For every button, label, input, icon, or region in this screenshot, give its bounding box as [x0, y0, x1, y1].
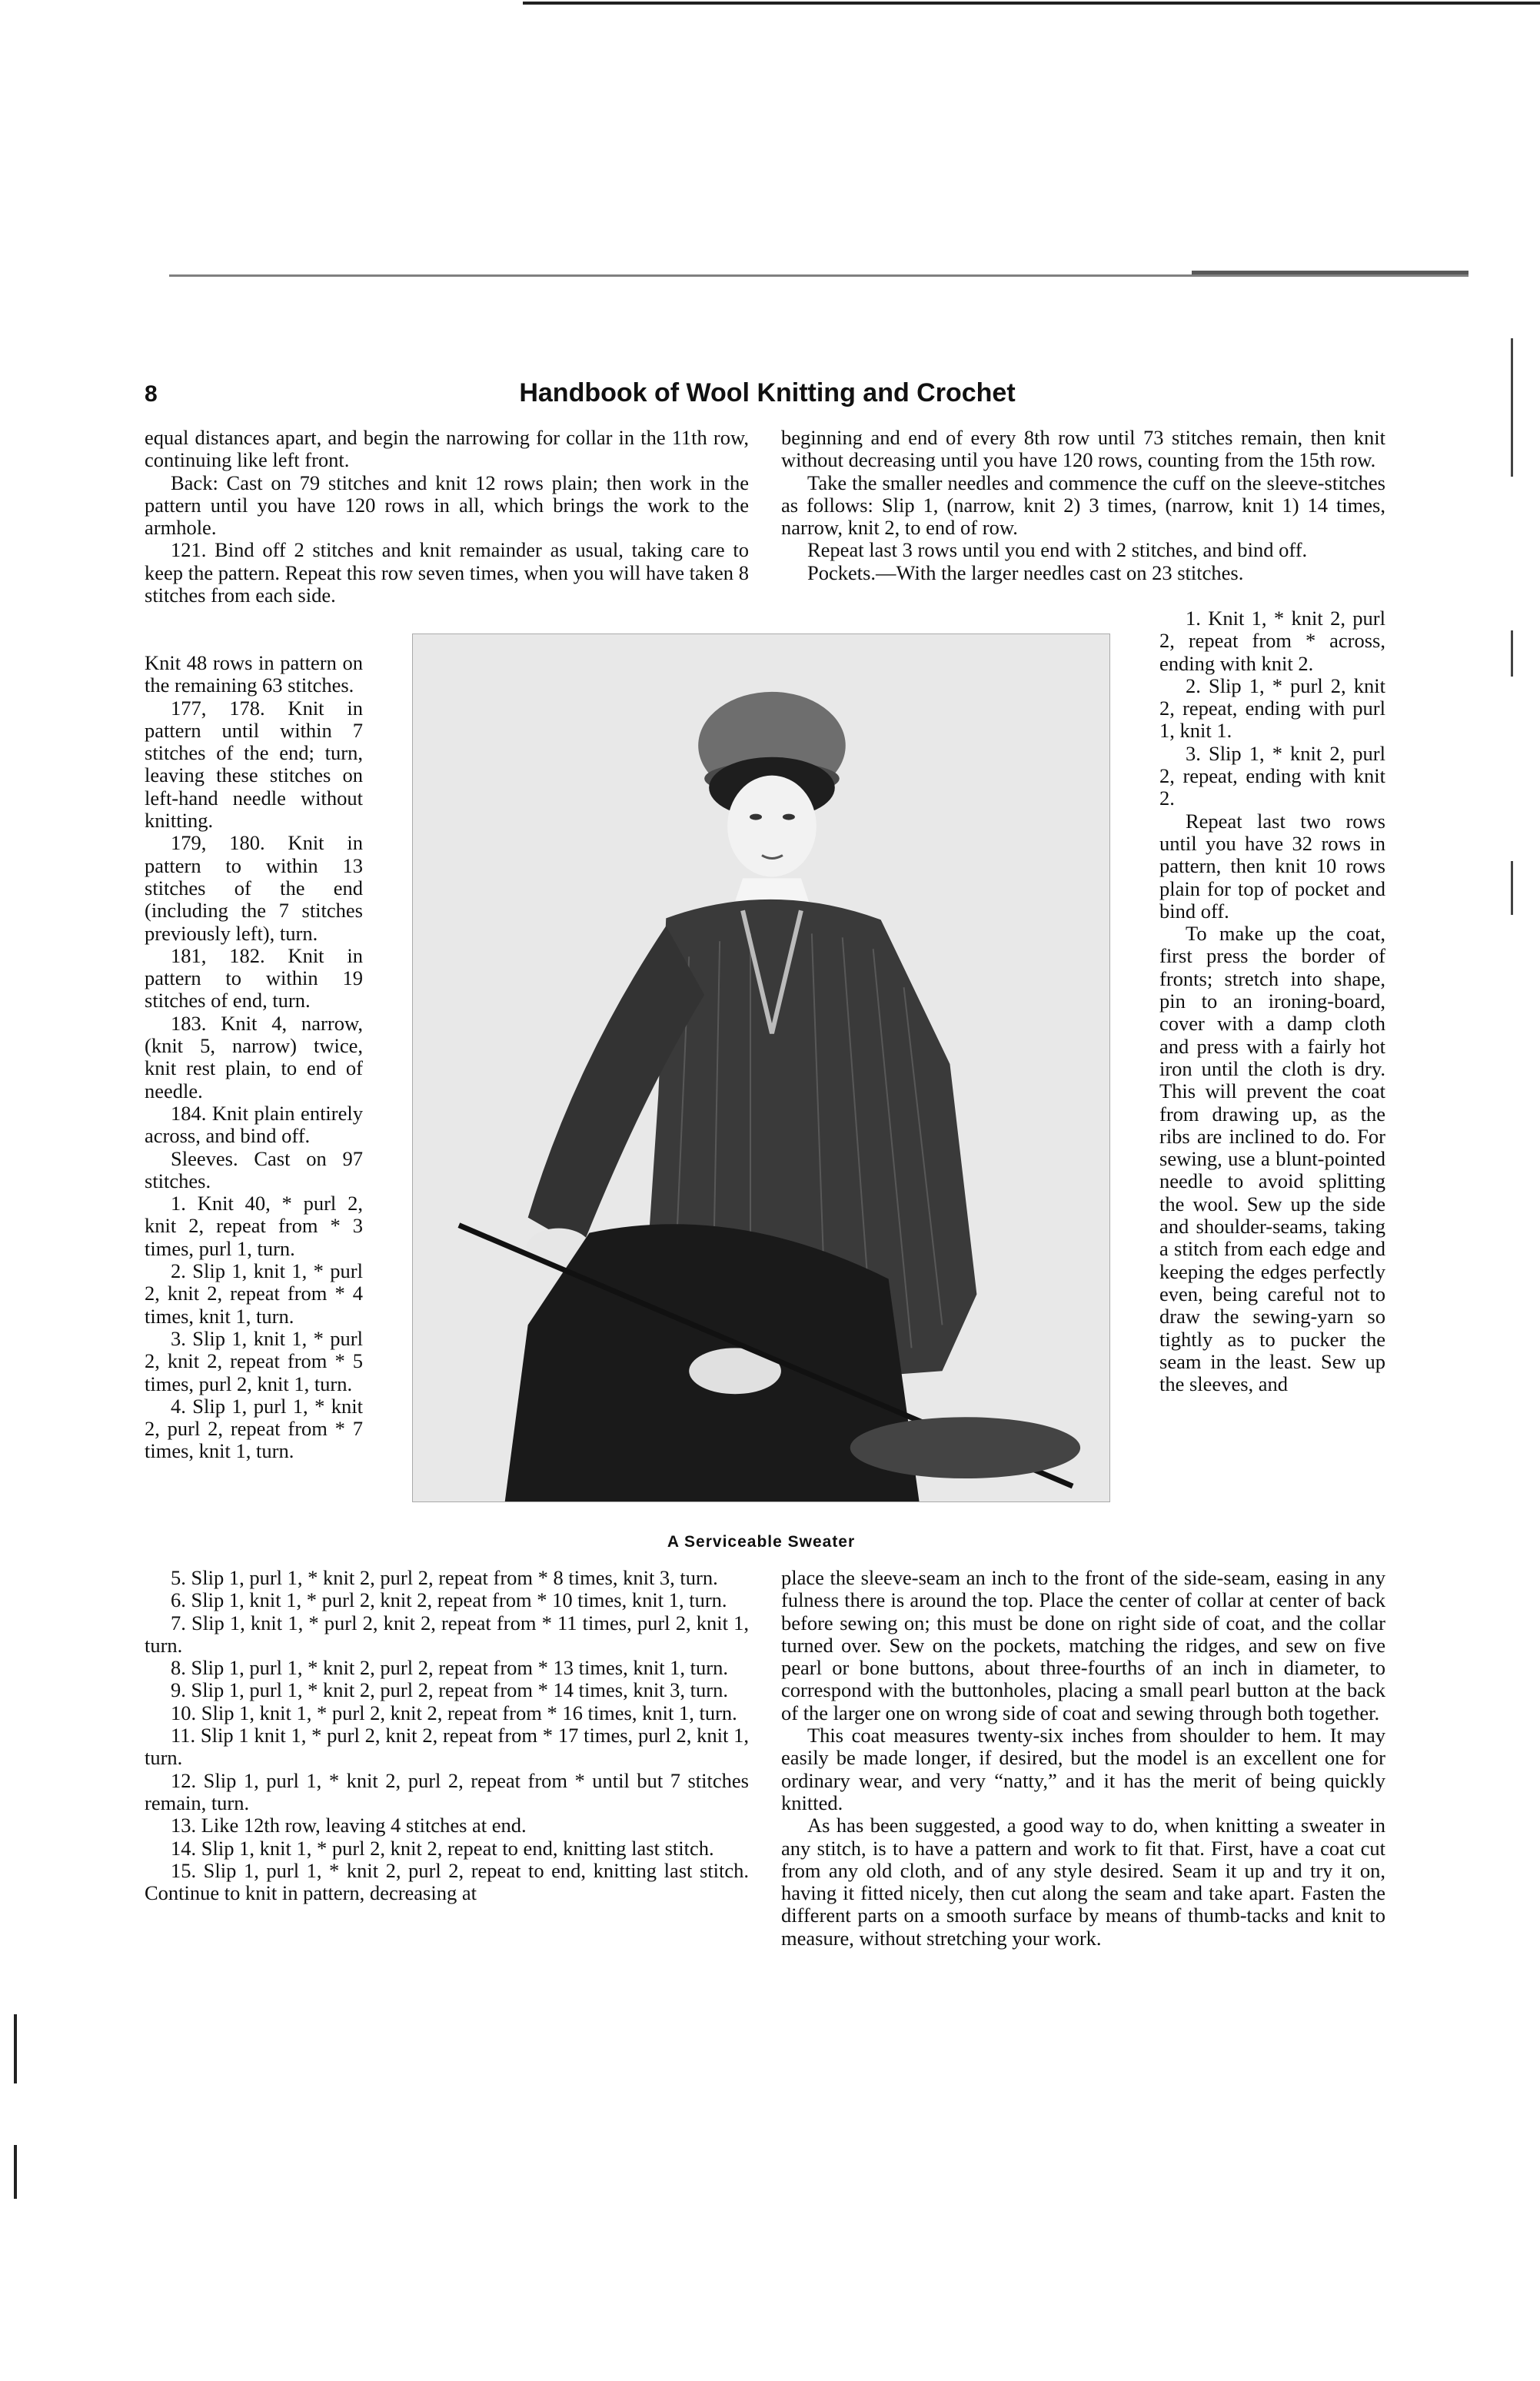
paragraph: 8. Slip 1, purl 1, * knit 2, purl 2, repeat from * 13 times, knit 1, turn.: [171, 1656, 728, 1680]
running-title: Handbook of Wool Knitting and Crochet: [519, 378, 1016, 407]
left-column-narrow: [145, 652, 363, 1463]
paragraph: 1. Knit 1, * knit 2, purl 2, repeat from * across, ending with knit 2.: [1159, 607, 1385, 675]
paragraph: 184. Knit plain entirely across, and bind off.: [145, 1101, 363, 1148]
paragraph: Pockets.—With the larger needles cast on 23 stitches.: [807, 560, 1244, 584]
paragraph: Knit 48 rows in pattern on the remaining 63 stitches.: [145, 651, 363, 697]
paragraph: To make up the coat, first press the border of fronts; stretch into shape, pin to an ironing-board, cover with a damp cloth and press with a fairly hot iron until the cloth is dry. This will prevent the coat from drawing up, as the ribs are inclined to do. For sewing, use a blunt-pointed needle to avoid splitting the wool. Sew up the side and shoulder-seams, taking a stitch from each edge and keeping the edges perfectly even, being careful not to draw the sewing-yarn so tightly as to pucker the seam in the least. Sew up the sleeves, and: [1159, 922, 1385, 1396]
left-column-bottom: [145, 1567, 749, 1904]
paragraph: 3. Slip 1, knit 1, * purl 2, knit 2, repeat from * 5 times, purl 2, knit 1, turn.: [145, 1326, 363, 1395]
paragraph: As has been suggested, a good way to do, when knitting a sweater in any stitch, is to have a pattern and work to fit that. First, have a coat cut from any old cloth, and of any style desired. Seam it up and try it on, having it fitted nicely, then cut along the seam and take apart. Fasten the different parts on a smooth surface by means of thumb-tacks and knit to measure, without stretching your work.: [781, 1814, 1385, 1950]
paragraph: place the sleeve-seam an inch to the front of the side-seam, easing in any fulness there is around the top. Place the center of collar at center of back before sewing on; this must be done on right side of coat, and the collar turned over. Sew on the pockets, matching the ridges, and sew on five pearl or bone buttons, about three-fourths of an inch in diameter, to correspond with the buttonholes, placing a small pearl button at the back of the larger one on wrong side of coat and sewing through both together.: [781, 1566, 1385, 1724]
paragraph: 6. Slip 1, knit 1, * purl 2, knit 2, repeat from * 10 times, knit 1, turn.: [171, 1588, 727, 1612]
paragraph: Sleeves. Cast on 97 stitches.: [145, 1146, 363, 1192]
right-column-bottom: [781, 1567, 1385, 1950]
paragraph: 179, 180. Knit in pattern to within 13 stitches of the end (including the 7 stitches previously left), turn.: [145, 831, 363, 945]
paragraph: 7. Slip 1, knit 1, * purl 2, knit 2, repeat from * 11 times, purl 2, knit 1, turn.: [145, 1611, 749, 1657]
scan-artifact-line: [1192, 271, 1468, 274]
page-number: 8: [145, 381, 158, 407]
paragraph: 4. Slip 1, purl 1, * knit 2, purl 2, repeat from * 7 times, knit 1, turn.: [145, 1394, 363, 1463]
scan-margin-mark: [14, 2014, 17, 2083]
scan-margin-mark: [1511, 338, 1513, 477]
paragraph: beginning and end of every 8th row until 73 stitches remain, then knit without decreasing until you have 120 rows, counting from the 15th row.: [781, 426, 1385, 472]
right-column-narrow: [1159, 607, 1385, 1395]
paragraph: 5. Slip 1, purl 1, * knit 2, purl 2, repeat from * 8 times, knit 3, turn.: [171, 1566, 718, 1589]
scan-margin-mark: [14, 2145, 17, 2199]
paragraph: 12. Slip 1, purl 1, * knit 2, purl 2, repeat from * until but 7 stitches remain, turn.: [145, 1768, 749, 1814]
right-column-top: [781, 427, 1385, 584]
paragraph: 14. Slip 1, knit 1, * purl 2, knit 2, repeat to end, knitting last stitch.: [171, 1836, 714, 1860]
paragraph: Back: Cast on 79 stitches and knit 12 rows plain; then work in the pattern until you have 120 rows in all, which brings the work to the armhole.: [145, 471, 749, 540]
paragraph: 3. Slip 1, * knit 2, purl 2, repeat, ending with knit 2.: [1159, 741, 1385, 810]
paragraph: 1. Knit 40, * purl 2, knit 2, repeat from * 3 times, purl 1, turn.: [145, 1192, 363, 1260]
paragraph: 181, 182. Knit in pattern to within 19 stitches of end, turn.: [145, 943, 363, 1013]
paragraph: This coat measures twenty-six inches from shoulder to hem. It may easily be made longer, if desired, but the model is an excellent one for ordinary wear, and very “natty,” and it has the merit of being quickly knitted.: [781, 1724, 1385, 1814]
paragraph: 121. Bind off 2 stitches and knit remainder as usual, taking care to keep the pattern. Repeat this row seven times, when you will have taken 8 stitches from each side.: [145, 538, 749, 607]
paragraph: 177, 178. Knit in pattern until within 7 stitches of the end; turn, leaving these stitches on left-hand needle without knitting.: [145, 696, 363, 833]
scan-artifact-line: [169, 274, 1468, 277]
paragraph: 2. Slip 1, knit 1, * purl 2, knit 2, repeat from * 4 times, knit 1, turn.: [145, 1259, 363, 1328]
scan-margin-mark: [1511, 861, 1513, 915]
paragraph: 2. Slip 1, * purl 2, knit 2, repeat, ending with purl 1, knit 1.: [1159, 673, 1385, 743]
woman-in-sweater-illustration: [413, 634, 1109, 1501]
scan-margin-mark: [1511, 630, 1513, 677]
scan-edge-line: [523, 2, 1540, 5]
paragraph: Repeat last 3 rows until you end with 2 stitches, and bind off.: [807, 538, 1308, 562]
paragraph: 9. Slip 1, purl 1, * knit 2, purl 2, repeat from * 14 times, knit 3, turn.: [171, 1678, 728, 1702]
page-header: [145, 378, 1390, 418]
paragraph: 11. Slip 1 knit 1, * purl 2, knit 2, repeat from * 17 times, purl 2, knit 1, turn.: [145, 1724, 749, 1770]
paragraph: 15. Slip 1, purl 1, * knit 2, purl 2, repeat to end, knitting last stitch. Continue to knit in pattern, decreasing at: [145, 1858, 749, 1905]
paragraph: 13. Like 12th row, leaving 4 stitches at end.: [171, 1814, 527, 1837]
figure-caption: A Serviceable Sweater: [667, 1533, 856, 1551]
left-column-top: [145, 427, 749, 607]
paragraph: 10. Slip 1, knit 1, * purl 2, knit 2, repeat from * 16 times, knit 1, turn.: [171, 1701, 737, 1724]
paragraph: equal distances apart, and begin the narrowing for collar in the 11th row, continuing like left front.: [145, 426, 749, 472]
paragraph: Repeat last two rows until you have 32 rows in pattern, then knit 10 rows plain for top of pocket and bind off.: [1159, 809, 1385, 923]
paragraph: 183. Knit 4, narrow, (knit 5, narrow) twice, knit rest plain, to end of needle.: [145, 1011, 363, 1102]
sweater-photograph: [412, 633, 1110, 1502]
paragraph: Take the smaller needles and commence the cuff on the sleeve-stitches as follows: Slip 1, (narrow, knit 2) 3 times, (narrow, knit 1) 14 times, narrow, knit 2, to end of row.: [781, 471, 1385, 540]
